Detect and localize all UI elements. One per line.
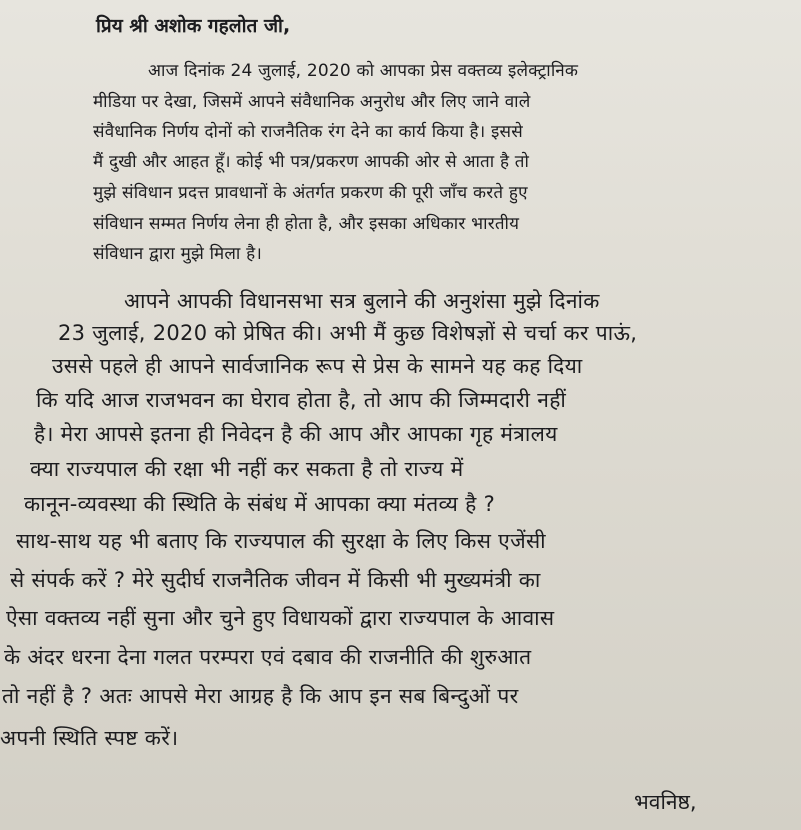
paragraph-2-line: आपने आपकी विधानसभा सत्र बुलाने की अनुशंसा मुझे दिनांक [124,289,600,313]
paragraph-1-line: संविधान द्वारा मुझे मिला है। [93,244,262,264]
paragraph-2-line: तो नहीं है ? अतः आपसे मेरा आग्रह है कि आप इन सब बिन्दुओं पर [2,684,519,708]
paragraph-2-line: है। मेरा आपसे इतना ही निवेदन है की आप और आपका गृह मंत्रालय [34,422,558,446]
paragraph-2-line: कि यदि आज राजभवन का घेराव होता है, तो आप की जिम्मदारी नहीं [36,388,567,412]
paragraph-1-line: संवैधानिक निर्णय दोनों को राजनैतिक रंग देने का कार्य किया है। इससे [93,122,523,142]
salutation: प्रिय श्री अशोक गहलोत जी, [96,15,291,37]
paragraph-1-line: संविधान सम्मत निर्णय लेना ही होता है, और इसका अधिकार भारतीय [93,214,520,234]
paragraph-2-line: से संपर्क करें ? मेरे सुदीर्घ राजनैतिक जीवन में किसी भी मुख्यमंत्री का [10,568,541,592]
paragraph-1-line: आज दिनांक 24 जुलाई, 2020 को आपका प्रेस वक्तव्य इलेक्ट्रानिक [148,61,579,81]
paragraph-1-line: मैं दुखी और आहत हूँ। कोई भी पत्र/प्रकरण आपकी ओर से आता है तो [93,152,530,172]
paragraph-2-line: साथ-साथ यह भी बताए कि राज्यपाल की सुरक्षा के लिए किस एजेंसी [16,529,546,553]
paragraph-2-line: कानून-व्यवस्था की स्थिति के संबंध में आपका क्या मंतव्य है ? [24,492,496,516]
paragraph-2-line: 23 जुलाई, 2020 को प्रेषित की। अभी मैं कुछ विशेषज्ञों से चर्चा कर पाऊं, [58,321,638,345]
closing: भवनिष्ठ, [634,790,697,814]
paragraph-2-line: अपनी स्थिति स्पष्ट करें। [0,726,179,750]
paragraph-2-line: ऐसा वक्तव्य नहीं सुना और चुने हुए विधायकों द्वारा राज्यपाल के आवास [6,606,555,630]
paragraph-2-line: क्या राज्यपाल की रक्षा भी नहीं कर सकता है तो राज्य में [30,457,464,481]
paragraph-2-line: उससे पहले ही आपने सार्वजानिक रूप से प्रेस के सामने यह कह दिया [52,354,583,378]
paragraph-1-line: मुझे संविधान प्रदत्त प्रावधानों के अंतर्गत प्रकरण की पूरी जाँच करते हुए [93,183,528,203]
paragraph-1-line: मीडिया पर देखा, जिसमें आपने संवैधानिक अनुरोध और लिए जाने वाले [93,92,531,112]
paragraph-2-line: के अंदर धरना देना गलत परम्परा एवं दबाव की राजनीति की शुरुआत [4,645,532,669]
